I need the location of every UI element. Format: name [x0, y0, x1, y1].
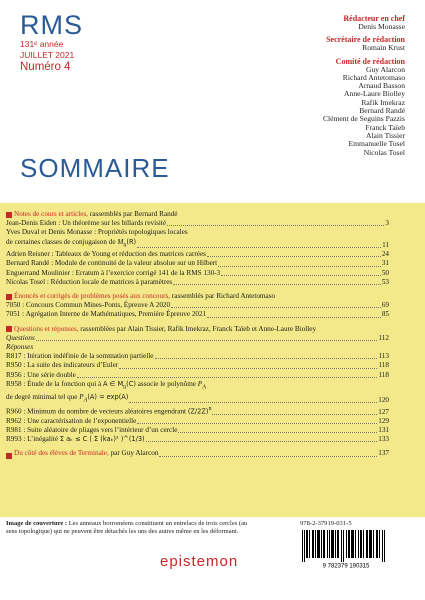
- dot-leader: [178, 432, 377, 433]
- section-problems: [6, 292, 389, 320]
- committee-member: Anne-Laure Biolley: [344, 89, 405, 99]
- answers-label: Réponses: [6, 343, 34, 352]
- journal-year: 131ᵉ année: [20, 39, 64, 49]
- committee-member: Arnaud Basson: [358, 81, 405, 91]
- dot-leader: [137, 247, 381, 248]
- page-number: 118: [378, 370, 389, 379]
- page-number: 113: [378, 352, 389, 361]
- chief-editor-label: Rédacteur en chef: [343, 14, 405, 23]
- toc-entry: R962 : Une caractérisation de l’exponentielle 129: [6, 416, 389, 425]
- isbn: 978-2-37919-031-5: [300, 520, 352, 527]
- section-editors: rassemblés par Richard Antetomaso: [170, 292, 276, 301]
- dot-leader: [146, 441, 378, 442]
- section-title: Du côté des élèves de Terminale,: [14, 449, 109, 458]
- dot-leader: [212, 414, 377, 415]
- committee-member: Clément de Seguins Pazzis: [322, 114, 405, 124]
- publisher-logo: epistemon: [160, 553, 239, 570]
- page-number: 69: [381, 301, 389, 310]
- red-square-bullet: [6, 294, 12, 300]
- inequality-formula: Σ aₖ ≤ C ( Σ (kaₖ)² )^(1/3): [59, 435, 145, 444]
- issue-number: Numéro 4: [20, 61, 71, 73]
- toc-entry: R817 : Itération indéfinie de la sommation partielle 113: [6, 352, 389, 361]
- page-number: 118: [378, 361, 389, 370]
- dot-leader: [167, 225, 384, 226]
- barcode: [296, 529, 397, 569]
- toc-entry: de certaines classes de conjugaison de $M_n(R)$ 11: [6, 237, 389, 250]
- committee-member: Nicolas Tosel: [363, 147, 405, 157]
- cover-caption-label: Image de couverture :: [6, 520, 68, 527]
- page-number: 24: [381, 250, 389, 259]
- red-square-bullet: [6, 453, 12, 459]
- toc-entry: 7051 : Agrégation Interne de Mathématiques, Première Épreuve 2021 85: [6, 310, 389, 319]
- page-number: 3: [385, 219, 389, 228]
- section-editors: par Guy Alarcon: [108, 449, 159, 458]
- page-number: 131: [378, 425, 389, 434]
- dot-leader: [159, 456, 377, 457]
- dot-leader: [173, 284, 381, 285]
- section-title: Notes de cours et articles,: [14, 210, 89, 218]
- secretary: Romain Krust: [362, 43, 405, 53]
- committee-member: Rafik Imekraz: [361, 97, 405, 107]
- toc-entry: Questions 112: [6, 333, 389, 342]
- page-number: 50: [381, 268, 389, 277]
- page-number: 120: [378, 395, 389, 404]
- dot-leader: [137, 423, 377, 424]
- dot-leader: [77, 377, 378, 378]
- barcode-digits: 9 782379 190315: [322, 563, 370, 569]
- page-number: 53: [381, 277, 389, 286]
- toc-entry: [6, 449, 389, 458]
- toc-entry: R981 : Suite aléatoire de pliages vers l’intérieur d’un cercle 131: [6, 425, 389, 434]
- committee-member: Richard Antetomaso: [342, 72, 405, 82]
- dot-leader: [171, 307, 381, 308]
- toc-entry: Jean-Denis Eiden : Un théorème sur les billards revisité 3: [6, 219, 389, 228]
- dot-leader: [36, 340, 378, 341]
- toc-entry-line: R958 : Étude de la fonction qui à A ∈ $M_n(C)$ associe le polynôme $P_A$: [6, 379, 206, 391]
- dot-leader: [119, 368, 377, 369]
- page-number: 127: [378, 407, 389, 416]
- masthead: [20, 12, 160, 74]
- section-articles: [6, 210, 389, 287]
- journal-title: RMS: [20, 10, 83, 40]
- red-square-bullet: [6, 326, 12, 332]
- committee-member: Alain Tissier: [365, 130, 405, 140]
- chief-editor: Denis Monasse: [358, 22, 405, 31]
- sommaire-heading: SOMMAIRE: [20, 153, 170, 183]
- toc-entry: Bernard Randé : Module de continuité de la valeur absolue sur un Hilbert 31: [6, 259, 389, 268]
- page-number: 137: [378, 449, 389, 458]
- secretary-label: Secrétaire de rédaction: [326, 35, 405, 45]
- toc-entry: R956 : Une série double 118: [6, 370, 389, 379]
- cover-caption-text: Les anneaux borroméens constituent un entrelacs de trois cercles (au sens topologique) qui ne peuvent être détachés les uns des autres même en les déformant.: [6, 520, 248, 535]
- committee-member: Franck Taïeb: [365, 122, 405, 132]
- toc-entry: R993 : L’inégalité Σ aₖ ≤ C ( Σ (kaₖ)² )^(1/3) 133: [6, 435, 389, 444]
- page-number: 129: [378, 416, 389, 425]
- page-number: 85: [381, 310, 389, 319]
- red-square-bullet: [6, 212, 12, 218]
- page-number: 31: [381, 259, 389, 268]
- page-number: 133: [378, 435, 389, 444]
- toc-entry: R950 : La suite des indicateurs d’Euler 118: [6, 361, 389, 370]
- page-number: 112: [378, 333, 389, 342]
- section-terminale: [6, 449, 389, 458]
- section-title: Questions et réponses,: [14, 324, 79, 333]
- table-of-contents: [6, 210, 389, 459]
- editorial-board: [212, 14, 405, 157]
- dot-leader: [221, 275, 381, 276]
- toc-entry: Enguerrand Moulinier : Erratum à l’exercice corrigé 141 de la RMS 130-3 50: [6, 268, 389, 277]
- toc-entry: R960 : Minimum du nombre de vecteurs aléatoires engendrant $(Z/2Z)^n$ 127: [6, 406, 389, 416]
- committee-label: Comité de rédaction: [335, 56, 405, 66]
- dot-leader: [129, 402, 377, 403]
- toc-entry: de degré minimal tel que $P_A(A) = \exp(A)$ 120: [6, 392, 389, 404]
- dot-leader: [218, 266, 381, 267]
- section-title: Énoncés et corrigés de problèmes posés aux concours,: [14, 292, 171, 301]
- cover-caption: [6, 520, 250, 536]
- issue-month: JUILLET 2021: [20, 50, 75, 60]
- toc-entry: Adrien Reisner : Tableaux de Young et réduction des matrices carrées 24: [6, 250, 389, 259]
- dot-leader: [207, 317, 381, 318]
- dot-leader: [207, 256, 381, 257]
- page-number: 11: [382, 241, 389, 250]
- section-editors: rassemblées par Alain Tissier, Rafik Imekraz, Franck Taïeb et Anne-Laure Biolley: [78, 324, 317, 333]
- committee-member: Emmanuelle Tosel: [348, 139, 405, 149]
- toc-entry-line: Yves Duval et Denis Monasse : Propriétés topologiques locales: [6, 228, 188, 237]
- section-questions: [6, 325, 389, 445]
- toc-entry: 7050 : Concours Commun Mines-Ponts, Épreuve A 2020 69: [6, 301, 389, 310]
- committee-member: Bernard Randé: [359, 106, 405, 116]
- dot-leader: [155, 358, 378, 359]
- section-editors: rassemblés par Bernard Randé: [88, 210, 178, 218]
- committee-member: Guy Alarcon: [365, 64, 405, 74]
- toc-entry: Nicolas Tosel : Réduction locale de matrices à paramètres 53: [6, 277, 389, 286]
